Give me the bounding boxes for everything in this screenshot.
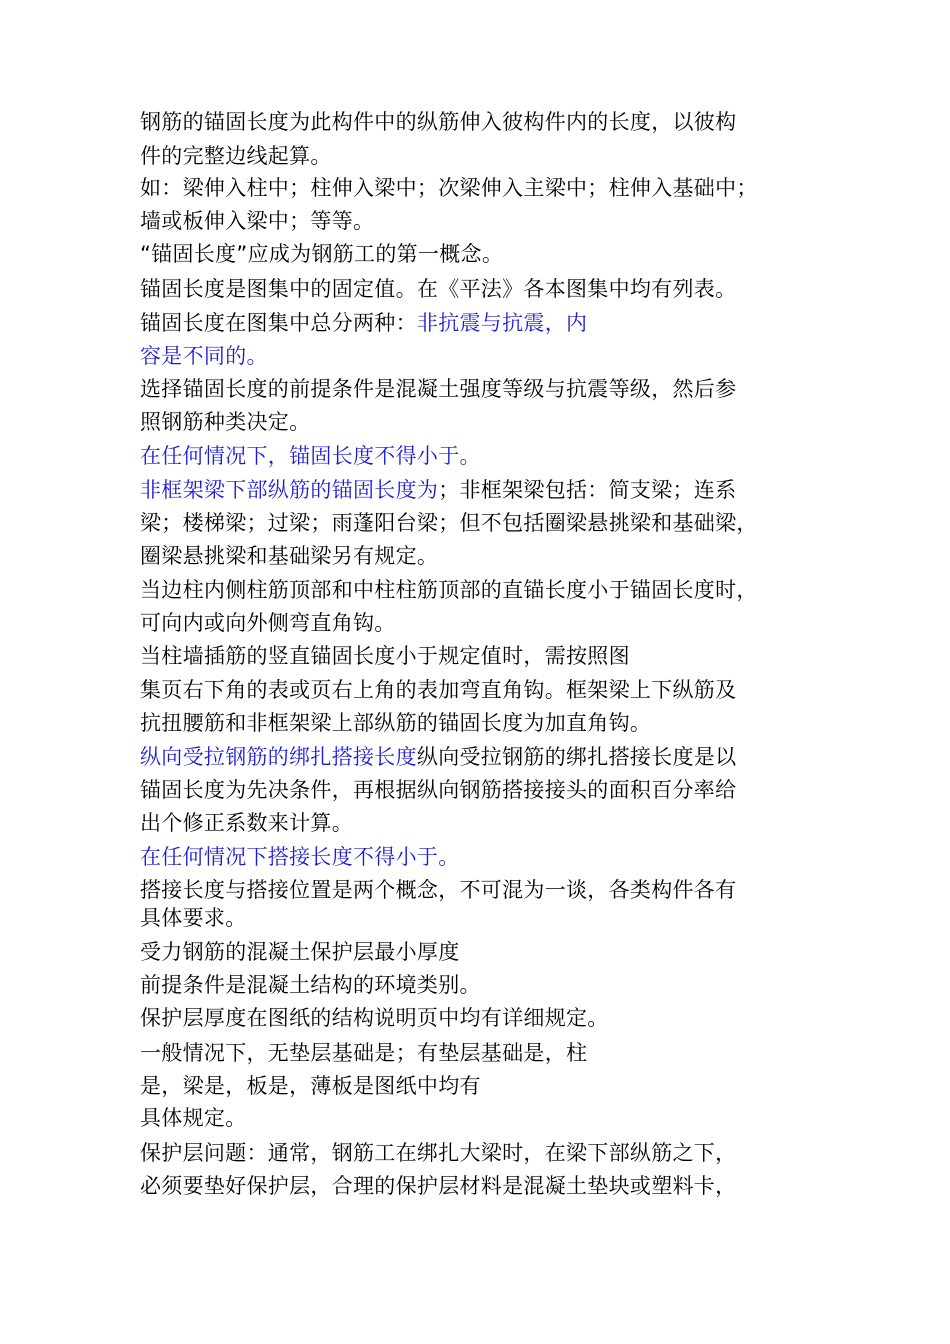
text-line: [140, 409, 310, 435]
text-line: [140, 143, 332, 169]
text-line: [140, 905, 247, 931]
text-line: [140, 972, 481, 998]
text-line: [140, 477, 736, 503]
text-segment: ；非框架梁包括：简支梁；连系: [438, 478, 737, 502]
highlighted-text: 纵向受拉钢筋的绑扎搭接长度: [140, 745, 417, 769]
text-segment: 选择锚固长度的前提条件是混凝土强度等级与抗震等级，然后参: [140, 377, 737, 401]
text-segment: “锚固长度”应成为钢筋工的第一概念。: [140, 242, 504, 266]
text-line: [140, 643, 630, 669]
text-segment: 当边柱内侧柱筋顶部和中柱柱筋顶部的直锚长度小于锚固长度时，: [140, 578, 758, 602]
text-segment: 圈梁悬挑梁和基础梁另有规定。: [140, 544, 439, 568]
text-line: [140, 1173, 736, 1199]
highlighted-text: 非抗震与抗震，内: [416, 311, 588, 335]
text-segment: 保护层问题：通常，钢筋工在绑扎大梁时，在梁下部纵筋之下，: [140, 1141, 737, 1165]
text-line: [140, 241, 503, 267]
text-line: [140, 1140, 736, 1166]
text-segment: 集页右下角的表或页右上角的表加弯直角钩。框架梁上下纵筋及: [140, 678, 737, 702]
text-line: [140, 1073, 481, 1099]
text-line: [140, 577, 758, 603]
text-line: [140, 877, 736, 903]
text-segment: 锚固长度在图集中总分两种：: [140, 311, 417, 335]
text-line: [140, 109, 736, 135]
text-line: [140, 1040, 587, 1066]
text-line: [140, 343, 268, 369]
text-segment: 受力钢筋的混凝土保护层最小厚度: [140, 940, 460, 964]
text-segment: 是，梁是，板是，薄板是图纸中均有: [140, 1074, 481, 1098]
text-segment: 当柱墙插筋的竖直锚固长度小于规定值时，需按照图: [140, 644, 630, 668]
text-line: [140, 710, 651, 736]
text-segment: 必须要垫好保护层，合理的保护层材料是混凝土垫块或塑料卡，: [140, 1174, 737, 1198]
text-segment: 钢筋的锚固长度为此构件中的纵筋伸入彼构件内的长度，以彼构: [140, 110, 737, 134]
text-line: [140, 1105, 247, 1131]
text-segment: 一般情况下，无垫层基础是；有垫层基础是，柱: [140, 1041, 588, 1065]
text-segment: 抗扭腰筋和非框架梁上部纵筋的锚固长度为加直角钩。: [140, 711, 652, 735]
text-line: [140, 208, 374, 234]
text-line: [140, 310, 587, 336]
text-line: [140, 510, 758, 536]
text-segment: 梁；楼梯梁；过梁；雨蓬阳台梁；但不包括圈梁悬挑梁和基础梁，: [140, 511, 758, 535]
text-segment: 保护层厚度在图纸的结构说明页中均有详细规定。: [140, 1006, 609, 1030]
text-line: [140, 376, 736, 402]
text-line: [140, 443, 481, 469]
text-segment: 锚固长度为先决条件，再根据纵向钢筋搭接接头的面积百分率给: [140, 778, 737, 802]
highlighted-text: 在任何情况下，锚固长度不得小于。: [140, 444, 481, 468]
text-segment: 具体要求。: [140, 906, 247, 930]
highlighted-text: 非框架梁下部纵筋的锚固长度为: [140, 478, 439, 502]
text-line: [140, 939, 460, 965]
text-segment: 如：梁伸入柱中；柱伸入梁中；次梁伸入主梁中；柱伸入基础中；: [140, 176, 758, 200]
highlighted-text: 在任何情况下搭接长度不得小于。: [140, 845, 460, 869]
text-segment: 纵向受拉钢筋的绑扎搭接长度是以: [416, 745, 737, 769]
text-segment: 锚固长度是图集中的固定值。在《平法》各本图集中均有列表。: [140, 277, 737, 301]
text-segment: 具体规定。: [140, 1106, 247, 1130]
text-line: [140, 744, 736, 770]
text-line: [140, 777, 736, 803]
text-segment: 件的完整边线起算。: [140, 144, 332, 168]
text-segment: 前提条件是混凝土结构的环境类别。: [140, 973, 481, 997]
text-line: [140, 844, 460, 870]
text-segment: 照钢筋种类决定。: [140, 410, 311, 434]
highlighted-text: 容是不同的。: [140, 344, 268, 368]
text-segment: 搭接长度与搭接位置是两个概念，不可混为一谈，各类构件各有: [140, 878, 737, 902]
text-line: [140, 677, 736, 703]
text-line: [140, 610, 396, 636]
text-line: [140, 810, 353, 836]
text-line: [140, 543, 438, 569]
text-segment: 可向内或向外侧弯直角钩。: [140, 611, 396, 635]
text-line: [140, 175, 758, 201]
text-line: [140, 1005, 609, 1031]
text-line: [140, 276, 736, 302]
text-segment: 墙或板伸入梁中；等等。: [140, 209, 375, 233]
text-segment: 出个修正系数来计算。: [140, 811, 353, 835]
